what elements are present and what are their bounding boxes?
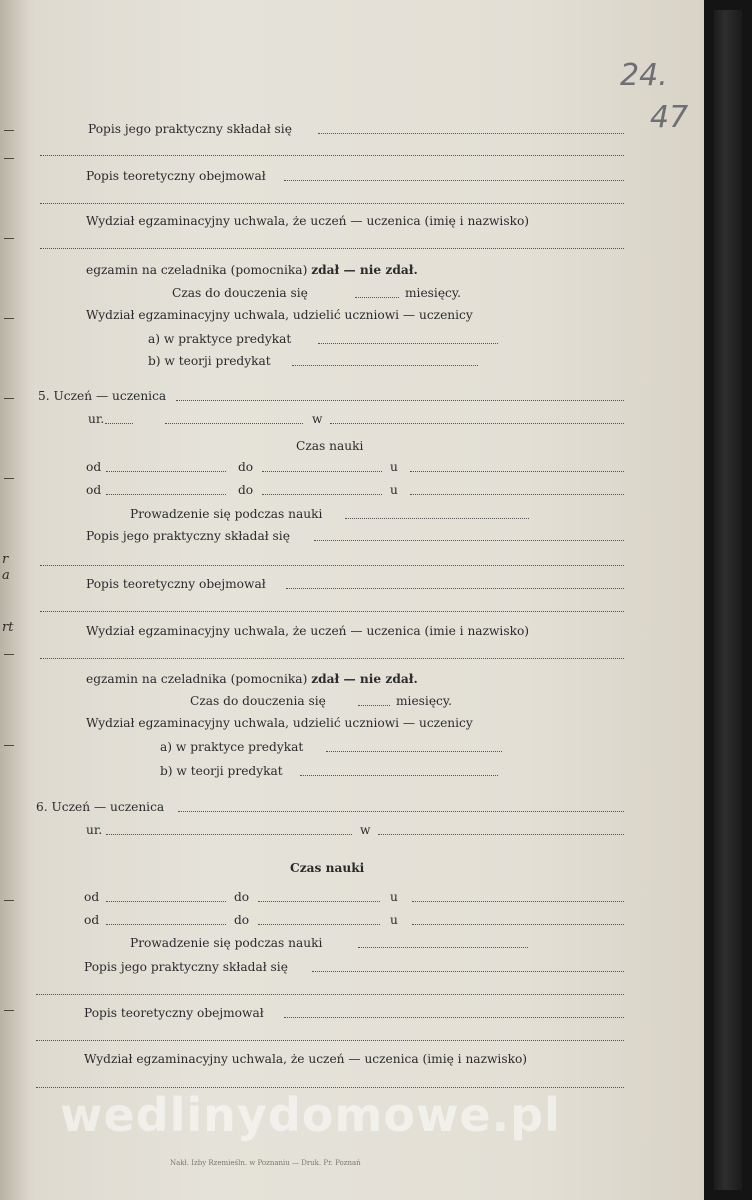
fill-line: [258, 901, 380, 902]
apprentice-6-label: 6. Uczeń — uczenica: [36, 800, 165, 814]
months-label: miesięcy.: [405, 286, 461, 300]
exam-prefix: egzamin na czeladnika (pomocnika): [86, 263, 308, 277]
book-edge-band: [714, 10, 742, 1190]
grant-label: Wydział egzaminacyjny uchwala, udzielić uczniowi — uczenicy: [86, 716, 473, 730]
exam-line: [86, 264, 418, 276]
book-edge: [704, 0, 752, 1200]
apprentice-5-label: 5. Uczeń — uczenica: [38, 389, 167, 403]
fill-line: [284, 1017, 624, 1018]
fill-line: [286, 588, 624, 589]
margin-tick: [4, 158, 14, 159]
fill-line: [412, 924, 624, 925]
fill-line: [106, 834, 352, 835]
margin-tick: [4, 398, 14, 399]
fill-line: [106, 494, 226, 495]
fill-line: [106, 471, 226, 472]
fill-line: [358, 947, 528, 948]
theoretical-label: Popis teoretyczny obejmował: [86, 577, 266, 591]
predicate-practice-label: a) w praktyce predykat: [148, 332, 292, 346]
margin-tick: [4, 900, 14, 901]
practical-label: Popis jego praktyczny składał się: [84, 960, 288, 974]
conduct-label: Prowadzenie się podczas nauki: [130, 507, 323, 521]
fill-line: [355, 297, 399, 298]
fill-line: [40, 155, 624, 156]
fill-line: [300, 775, 498, 776]
fill-line: [36, 994, 624, 995]
handwritten-page-number: 47: [650, 100, 689, 135]
to-label: do: [234, 913, 250, 927]
douczenie-label: Czas do douczenia się: [190, 694, 326, 708]
theoretical-label: Popis teoretyczny obejmował: [86, 169, 266, 183]
months-label: miesięcy.: [396, 694, 452, 708]
exam-result: zdał — nie zdał.: [311, 263, 418, 277]
from-label: od: [86, 460, 102, 474]
margin-mark: r: [2, 552, 9, 567]
fill-line: [262, 471, 382, 472]
commission-label: Wydział egzaminacyjny uchwala, że uczeń — uczenica (imie i nazwisko): [86, 624, 530, 638]
fill-line: [284, 180, 624, 181]
fill-line: [292, 365, 478, 366]
to-label: do: [238, 483, 254, 497]
from-label: od: [84, 913, 100, 927]
grant-label: Wydział egzaminacyjny uchwala, udzielić uczniowi — uczenicy: [86, 308, 473, 322]
master-label: u: [390, 483, 398, 497]
fill-line: [326, 751, 502, 752]
to-label: do: [234, 890, 250, 904]
predicate-theory-label: b) w teorji predykat: [160, 764, 283, 778]
fill-line: [176, 400, 624, 401]
birth-label: ur.: [88, 412, 105, 426]
fill-line: [40, 203, 624, 204]
fill-line: [40, 658, 624, 659]
fill-line: [258, 924, 380, 925]
birthplace-label: w: [312, 412, 323, 426]
fill-line: [262, 494, 382, 495]
margin-tick: [4, 238, 14, 239]
fill-line: [165, 423, 303, 424]
binding-margin: [0, 0, 30, 1200]
exam-prefix: egzamin na czeladnika (pomocnika): [86, 672, 308, 686]
fill-line: [318, 133, 624, 134]
fill-line: [378, 834, 624, 835]
master-label: u: [390, 460, 398, 474]
fill-line: [345, 518, 529, 519]
exam-line: [86, 673, 418, 685]
conduct-label: Prowadzenie się podczas nauki: [130, 936, 323, 950]
practical-label: Popis jego praktyczny składał się: [86, 529, 290, 543]
training-period-heading: Czas nauki: [296, 439, 364, 453]
exam-result: zdał — nie zdał.: [311, 672, 418, 686]
margin-tick: [4, 130, 14, 131]
margin-tick: [4, 745, 14, 746]
fill-line: [40, 565, 624, 566]
printer-imprint: Nakł. Izby Rzemieśln. w Poznaniu — Druk. Pr. Poznań: [170, 1159, 361, 1167]
fill-line: [105, 423, 133, 424]
margin-tick: [4, 478, 14, 479]
handwritten-page-number: 24.: [620, 58, 668, 93]
fill-line: [318, 343, 498, 344]
practical-label: Popis jego praktyczny składał się: [88, 122, 292, 136]
birthplace-label: w: [360, 823, 371, 837]
margin-tick: [4, 654, 14, 655]
fill-line: [178, 811, 624, 812]
fill-line: [40, 611, 624, 612]
fill-line: [330, 423, 624, 424]
birth-label: ur.: [86, 823, 103, 837]
from-label: od: [86, 483, 102, 497]
predicate-theory-label: b) w teorji predykat: [148, 354, 271, 368]
master-label: u: [390, 913, 398, 927]
margin-mark: rt: [2, 620, 14, 635]
fill-line: [410, 494, 624, 495]
fill-line: [40, 248, 624, 249]
fill-line: [106, 901, 226, 902]
to-label: do: [238, 460, 254, 474]
margin-tick: [4, 1010, 14, 1011]
from-label: od: [84, 890, 100, 904]
fill-line: [314, 540, 624, 541]
fill-line: [312, 971, 624, 972]
watermark: wedlinydomowe.pl: [60, 1088, 561, 1142]
commission-label: Wydział egzaminacyjny uchwala, że uczeń — uczenica (imię i nazwisko): [86, 214, 530, 228]
fill-line: [410, 471, 624, 472]
theoretical-label: Popis teoretyczny obejmował: [84, 1006, 264, 1020]
margin-tick: [4, 318, 14, 319]
douczenie-label: Czas do douczenia się: [172, 286, 308, 300]
master-label: u: [390, 890, 398, 904]
predicate-practice-label: a) w praktyce predykat: [160, 740, 304, 754]
fill-line: [358, 705, 390, 706]
commission-label: Wydział egzaminacyjny uchwala, że uczeń — uczenica (imię i nazwisko): [84, 1052, 528, 1066]
training-period-heading: Czas nauki: [290, 861, 365, 875]
margin-mark: a: [2, 568, 10, 583]
fill-line: [36, 1040, 624, 1041]
fill-line: [412, 901, 624, 902]
fill-line: [106, 924, 226, 925]
